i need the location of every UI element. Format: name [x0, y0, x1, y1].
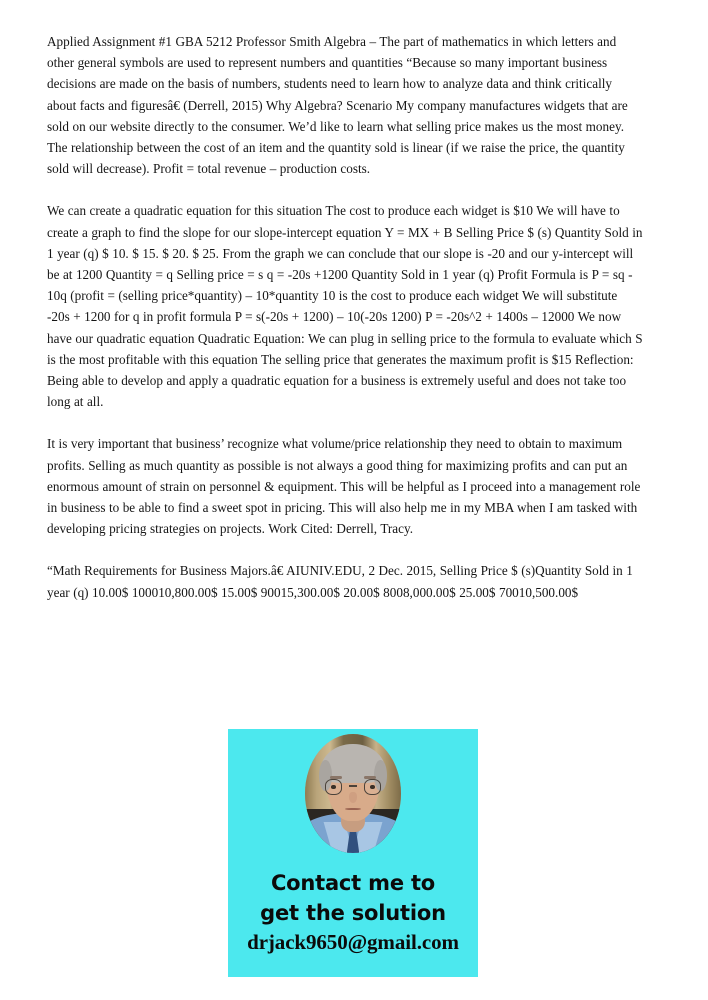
portrait-eyeglass-bridge	[349, 785, 357, 786]
contact-email-address: drjack9650@gmail.com	[247, 930, 459, 954]
paragraph-quadratic-equation: We can create a quadratic equation for this situation The cost to produce each widget is $10 We will have to create a graph to find the slope for our slope-intercept equation Y = MX + B Selling Price $ (s) Quantity Sold in 1 year (q) $ 10. $ 15. $ 20. $ 25. From the graph we can conclude that our slope is -20 and our y-intercept will be at 1200 Quantity = q Selling price = s q = -20s +1200 Quantity Sold in 1 year (q) Profit Formula is P = sq - 10q (profit = (selling price*quantity) – 10*quantity 10 is the cost to produce each widget We will substitute -20s + 1200 for q in profit formula P = s(-20s + 1200) – 10(-20s 1200) P = -20s^2 + 1400s – 12000 We now have our quadratic equation Quadratic Equation: We can plug in selling price to the formula to evaluate which S is the most profitable with this equation The selling price that generates the maximum profit is $15 Reflection: Being able to develop and apply a quadratic equation for a business is extremely useful and does not take too long at all.	[47, 203, 643, 410]
contact-headline-line-1: Contact me to	[270, 871, 436, 895]
contact-card	[228, 729, 478, 977]
contact-headline-line-2: get the solution	[260, 901, 446, 925]
portrait-eye-left	[331, 785, 335, 789]
paragraph-works-cited: “Math Requirements for Business Majors.â€ AIUNIV.EDU, 2 Dec. 2015, Selling Price $ (s)Quantity Sold in 1 year (q) 10.00$ 100010,800.00$ 15.00$ 90015,300.00$ 20.00$ 8008,000.00$ 25.00$ 70010,500.00$	[47, 563, 633, 600]
paragraph-intro: Applied Assignment #1 GBA 5212 Professor Smith Algebra – The part of mathematics in which letters and other general symbols are used to represent numbers and quantities “Because so many important business decisions are made on the basis of numbers, students need to learn how to analyze data and think critically about facts and figuresâ€ (Derrell, 2015) Why Algebra? Scenario My company manufactures widgets that are sold on our website directly to the consumer. We’d like to learn what selling price makes us the most money. The relationship between the cost of an item and the quantity sold is linear (if we raise the price, the quantity sold will decrease). Profit = total revenue – production costs.	[47, 34, 628, 177]
portrait-eye-right	[370, 785, 374, 789]
portrait-photo	[305, 734, 401, 853]
paragraph-reflection: It is very important that business’ recognize what volume/price relationship they need to obtain to maximum profits. Selling as much quantity as possible is not always a good thing for maximizing profits and can put an enormous amount of strain on personnel & equipment. This will be helpful as I proceed into a management role in business to be able to find a sweet spot in pricing. This will also help me in my MBA when I am tasked with developing pricing strategies on projects. Work Cited: Derrell, Tracy.	[47, 436, 641, 537]
portrait-nose	[349, 792, 357, 803]
document-body	[47, 31, 643, 603]
